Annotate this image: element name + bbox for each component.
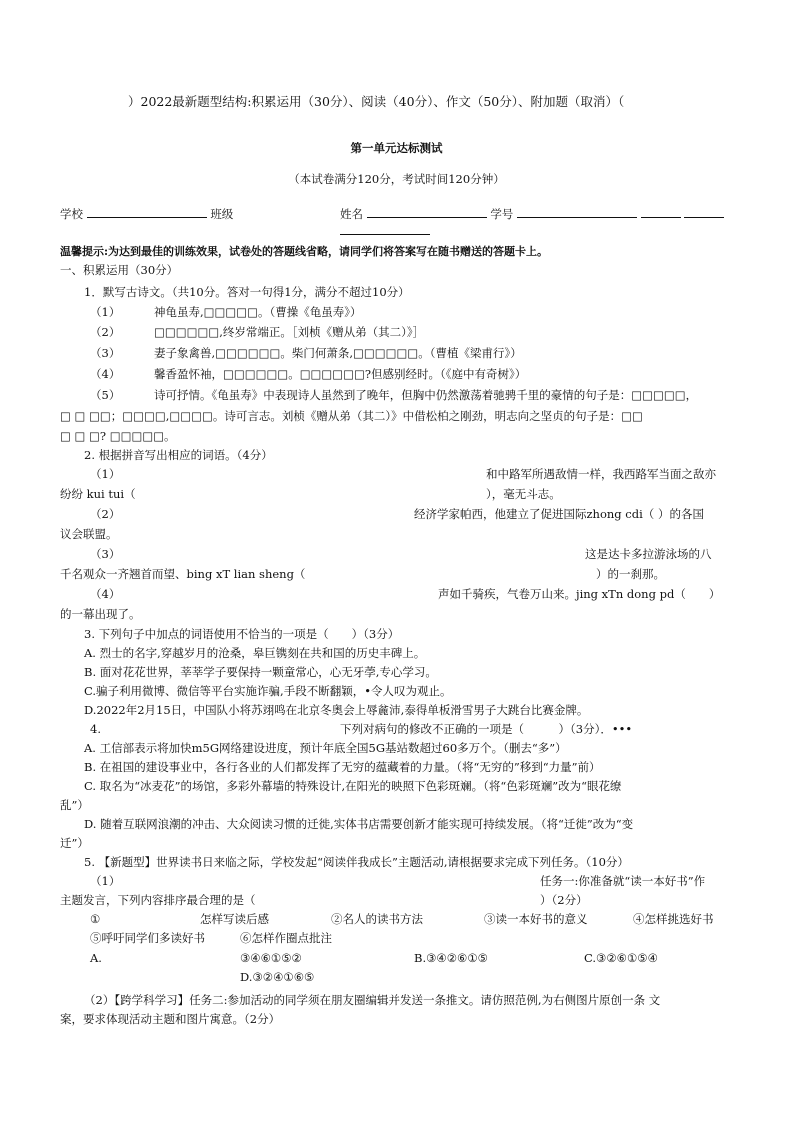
q4-option-d-line2: 迁”）: [60, 836, 89, 850]
number-label: 学号: [490, 207, 514, 221]
q2-3-line2a: 千名观众一齐翘首而望、bing xT lian sheng（: [60, 567, 306, 581]
q4-option-b: B. 在祖国的建设事业中，各行各业的人们都发挥了无穷的蕴藏着的力量。（将“无穷的”移到“力量”前）: [84, 760, 601, 774]
info-underline: [340, 222, 430, 241]
q1-5-line2: □ □ □□；□□□□,□□□□。诗可言志。刘桢《赠从弟（其二）》中借松柏之刚劲，明志向之坚贞的句子是：□□: [60, 409, 643, 423]
q2-stem: 2. 根据拼音写出相应的词语。（4分）: [84, 448, 273, 462]
q5-1: 任务一:你准备就“读一本好书”作: [540, 874, 706, 888]
q5-2-line2: 案，要求体现活动主题和图片寓意。（2分）: [60, 1012, 281, 1026]
q2-4-num: （4）: [90, 587, 121, 601]
q5-stem: 5. 【新题型】世界读书日来临之际，学校发起“阅读伴我成长”主题活动,请根据要求完成下列任务。（10分）: [84, 855, 629, 869]
q4-stem: 下列对病句的修改不正确的一项是（ ）（3分）．•••: [340, 722, 633, 736]
q5-item-4: ④怎样挑选好书: [633, 912, 714, 926]
q1-5-num: （5）: [90, 388, 121, 402]
number-blank-2: [641, 205, 681, 218]
q2-4-line2: 的一幕出现了。: [60, 607, 141, 621]
q2-2: 经济学家帕西，他建立了促进国际zhong cdi（ ）的各国: [414, 507, 704, 521]
q5-2: （2）【跨学科学习】任务二:参加活动的同学须在朋友圈编辑并发送一条推文。请仿照范例,为右侧图片原创一条 文: [84, 993, 661, 1007]
q2-2-line2: 议会联盟。: [60, 527, 118, 541]
q1-3: 妻子象禽兽,□□□□□□。柴门何萧条,□□□□□□。（曹植《梁甫行》）: [154, 346, 522, 360]
class-label: 班级: [210, 207, 234, 221]
notice: 温馨提示:为达到最佳的训练效果，试卷处的答题线省略，请同学们将答案写在随书赠送的答题卡上。: [60, 245, 549, 258]
q2-1-line2a: 纷纷 kui tui（: [60, 487, 136, 501]
q2-2-num: （2）: [90, 507, 121, 521]
q3-option-a: A. 烈士的名字,穿越岁月的沧桑，皋巨镌刻在共和国的历史丰碑上。: [84, 646, 426, 660]
q4-option-d: D. 随着互联网浪潮的冲击、大众阅读习惯的迁徙,实体书店需要创新才能实现可持续发展。（将“迁徙”改为“变: [84, 817, 634, 831]
top-banner: ）2022最新题型结构:积累运用（30分）、阅读（40分）、作文（50分）、附加题（取消）（: [128, 94, 625, 109]
q2-3: 这是达卡多拉游泳场的八: [585, 547, 712, 561]
info-line: [60, 205, 233, 224]
q1-3-num: （3）: [90, 346, 121, 360]
q3-option-b: B. 面对花花世界，莘莘学子要保持一颗童常心，心无牙荸,专心学习。: [84, 665, 437, 679]
q4-option-c-line2: 乱”）: [60, 798, 89, 812]
school-label: 学校: [60, 207, 83, 221]
q5-item-5: ⑤呼吁同学们多读好书: [90, 931, 205, 945]
q1-5: 诗可抒情。《龟虽寿》中表现诗人虽然到了晚年，但胸中仍然激荡着驰骋千里的豪情的句子是：□□□□□，: [154, 388, 698, 402]
q3-option-c: C.骗子利用微博、微信等平台实施诈骗,手段不断翻颖，•令人叹为观止。: [84, 684, 452, 698]
q2-3-num: （3）: [90, 547, 121, 561]
q5-item-1: ①: [90, 912, 101, 926]
q1-1: 神龟虽寿,□□□□□。（曹操《龟虽寿》）: [154, 305, 362, 319]
q2-1-num: （1）: [90, 467, 121, 481]
q4-option-c: C. 取名为“冰麦花”的场馆，多彩外幕墙的特殊设计,在阳光的映照下色彩斑斓。（将“色彩斑斓”改为“眼花缭: [84, 779, 622, 793]
q1-5-line3: □ □ □? □□□□□。: [60, 429, 176, 443]
q2-3-line2b: ）的一刹那。: [596, 567, 665, 581]
school-blank[interactable]: [87, 205, 207, 218]
q5-item-6: ⑥怎样作圈点批注: [240, 931, 332, 945]
q5-item-1-text: 怎样写读后感: [200, 912, 269, 926]
q3-option-d: D.2022年2月15日，中国队小将苏翊鸣在北京冬奥会上辱麄沛,泰得单板滑雪男子大跳台比赛金牌。: [84, 703, 589, 717]
q5-1-line2a: 主题发言，下列内容排序最合理的是（: [60, 893, 256, 907]
info-line-2: [340, 205, 724, 224]
q1-4: 馨香盈怀袖，□□□□□□。□□□□□□?但感别经时。（《庭中有奇树》）: [154, 367, 527, 381]
q1-stem: 1．默写古诗文。（共10分。答对一句得1分，满分不超过10分）: [84, 285, 410, 299]
q5-choice-b: B.③④②⑥①⑤: [414, 951, 488, 965]
q5-item-2: ②名人的读书方法: [331, 912, 423, 926]
number-blank-3: [684, 205, 724, 218]
q1-4-num: （4）: [90, 367, 121, 381]
q2-1-line2b: ），毫无斗志。: [486, 487, 561, 501]
q5-1-num: （1）: [90, 874, 121, 888]
number-blank[interactable]: [517, 205, 637, 218]
q5-1-line2b: ）（2分）: [540, 893, 588, 907]
q1-2: □□□□□□,终岁常端正。［刘桢《赠从弟（其二）》］: [154, 325, 425, 339]
q1-2-num: （2）: [90, 325, 121, 339]
q5-choice-c: C.③②⑥①⑤④: [584, 951, 658, 965]
q4-num: 4.: [90, 722, 101, 736]
name-blank[interactable]: [367, 205, 487, 218]
q2-4: 声如千骑疾，气卷万山来。jing xTn dong pd（ ）: [438, 587, 721, 601]
q4-option-a: A. 工信部表示将加快m5G网络建设进度，预计年底全国5G基站数超过60多万个。（删去“多”）: [84, 741, 567, 755]
q3-stem: 3. 下列句子中加点的词语使用不恰当的一项是（ ）（3分）: [84, 627, 400, 641]
q5-choice-a: ③④⑥①⑤②: [240, 951, 302, 965]
page-title: 第一单元达标测试: [350, 141, 443, 155]
q2-1: 和中路军所遇敌情一样，我西路军当面之敌亦: [486, 467, 716, 481]
q5-choice-d: D.③②④①⑥⑤: [240, 970, 315, 984]
q5-choice-a-label: A.: [90, 951, 102, 965]
name-label: 姓名: [340, 207, 363, 221]
section-heading: 一、积累运用（30分）: [60, 263, 179, 277]
q1-1-num: （1）: [90, 305, 121, 319]
page-subtitle: （本试卷满分120分，考试时间120分钟）: [288, 172, 505, 186]
q5-item-3: ③读一本好书的意义: [484, 912, 588, 926]
